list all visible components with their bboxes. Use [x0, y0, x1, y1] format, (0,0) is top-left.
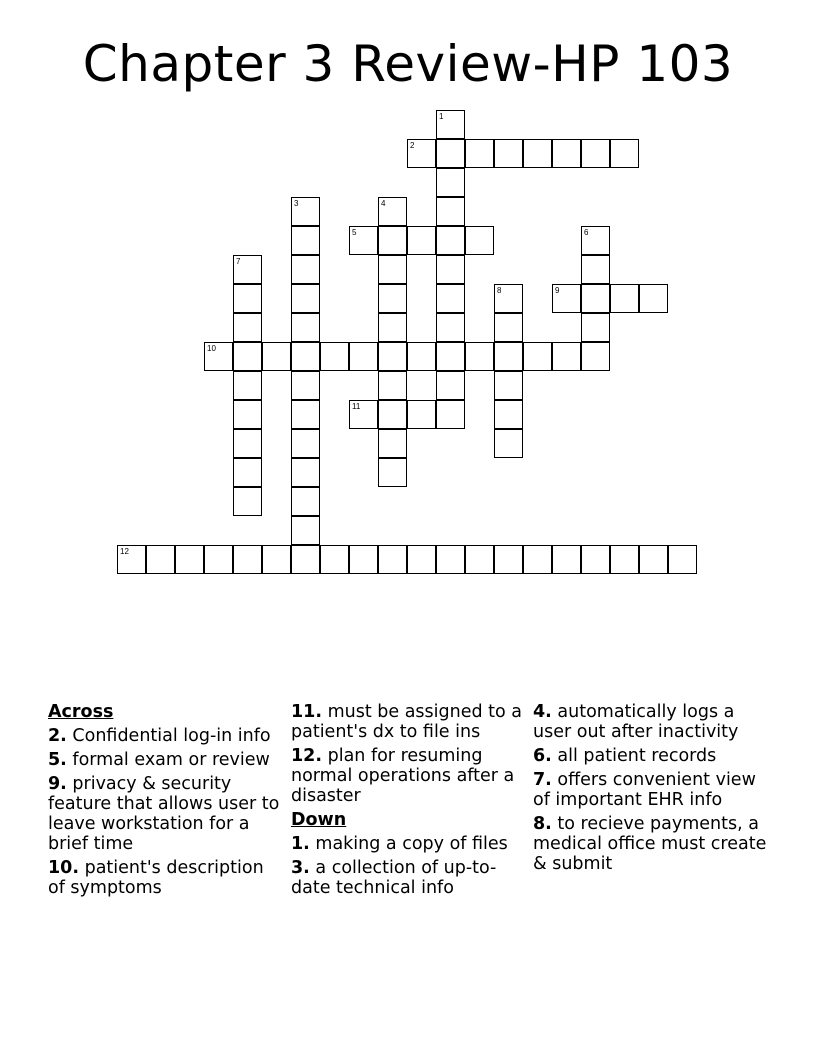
crossword-cell[interactable]: [610, 284, 639, 313]
crossword-cell[interactable]: [407, 226, 436, 255]
crossword-cell[interactable]: [523, 139, 552, 168]
crossword-cell[interactable]: [436, 139, 465, 168]
crossword-cell[interactable]: [465, 139, 494, 168]
crossword-cell[interactable]: [436, 197, 465, 226]
crossword-cell[interactable]: [349, 400, 378, 429]
crossword-cell[interactable]: [639, 284, 668, 313]
crossword-cell[interactable]: [233, 284, 262, 313]
crossword-cell[interactable]: [291, 545, 320, 574]
crossword-cell[interactable]: [610, 545, 639, 574]
crossword-cell[interactable]: [436, 400, 465, 429]
crossword-cell[interactable]: [552, 139, 581, 168]
crossword-cell[interactable]: [407, 342, 436, 371]
crossword-cell[interactable]: [494, 342, 523, 371]
crossword-cell[interactable]: [465, 545, 494, 574]
crossword-cell[interactable]: [407, 545, 436, 574]
clue-number-label: 12: [120, 547, 129, 556]
crossword-cell[interactable]: [320, 545, 349, 574]
crossword-cell[interactable]: [436, 371, 465, 400]
clue-column-3: [533, 702, 769, 878]
crossword-cell[interactable]: [378, 255, 407, 284]
crossword-cell[interactable]: [465, 226, 494, 255]
crossword-cell[interactable]: [378, 342, 407, 371]
crossword-cell[interactable]: [668, 545, 697, 574]
crossword-cell[interactable]: [291, 516, 320, 545]
crossword-cell[interactable]: [291, 313, 320, 342]
crossword-cell[interactable]: [291, 255, 320, 284]
crossword-cell[interactable]: [436, 168, 465, 197]
crossword-cell[interactable]: [204, 342, 233, 371]
crossword-cell[interactable]: [581, 313, 610, 342]
clue-number-label: 8: [497, 286, 502, 295]
crossword-cell[interactable]: [436, 313, 465, 342]
clue-across-10: 10. patient's description of symptoms: [48, 858, 264, 898]
crossword-cell[interactable]: [320, 342, 349, 371]
crossword-cell[interactable]: [436, 110, 465, 139]
crossword-cell[interactable]: [291, 342, 320, 371]
crossword-cell[interactable]: [349, 226, 378, 255]
crossword-cell[interactable]: [581, 284, 610, 313]
crossword-cell[interactable]: [581, 255, 610, 284]
crossword-cell[interactable]: [378, 197, 407, 226]
crossword-cell[interactable]: [581, 545, 610, 574]
crossword-cell[interactable]: [552, 342, 581, 371]
clue-down-6: 6. all patient records: [533, 746, 717, 766]
crossword-cell[interactable]: [146, 545, 175, 574]
clue-across-12: 12. plan for resuming normal operations after a disaster: [291, 746, 515, 806]
clue-across-11: 11. must be assigned to a patient's dx to file ins: [291, 702, 523, 742]
crossword-cell[interactable]: [494, 371, 523, 400]
down-heading: Down: [291, 810, 347, 830]
crossword-cell[interactable]: [233, 342, 262, 371]
page-title: Chapter 3 Review-HP 103: [82, 35, 734, 93]
crossword-cell[interactable]: [552, 284, 581, 313]
crossword-cell[interactable]: [494, 139, 523, 168]
crossword-cell[interactable]: [291, 487, 320, 516]
crossword-cell[interactable]: [407, 400, 436, 429]
crossword-cell[interactable]: [436, 545, 465, 574]
crossword-cell[interactable]: [175, 545, 204, 574]
crossword-cell[interactable]: [233, 458, 262, 487]
clue-across-2: 2. Confidential log-in info: [48, 726, 271, 746]
crossword-cell[interactable]: [349, 342, 378, 371]
crossword-cell[interactable]: [291, 371, 320, 400]
crossword-cell[interactable]: [436, 342, 465, 371]
crossword-cell[interactable]: [523, 342, 552, 371]
clue-number-label: 7: [236, 257, 241, 266]
crossword-cell[interactable]: [291, 284, 320, 313]
crossword-cell[interactable]: [407, 139, 436, 168]
crossword-cell[interactable]: [291, 226, 320, 255]
crossword-cell[interactable]: [378, 284, 407, 313]
crossword-cell[interactable]: [581, 139, 610, 168]
crossword-cell[interactable]: [465, 342, 494, 371]
crossword-cell[interactable]: [291, 458, 320, 487]
crossword-cell[interactable]: [378, 458, 407, 487]
crossword-cell[interactable]: [262, 342, 291, 371]
clue-column-2: [291, 702, 527, 902]
clue-down-3: 3. a collection of up-to-date technical info: [291, 858, 497, 898]
crossword-cell[interactable]: [291, 429, 320, 458]
crossword-cell[interactable]: [378, 400, 407, 429]
crossword-cell[interactable]: [291, 400, 320, 429]
crossword-cell[interactable]: [378, 371, 407, 400]
clue-number-label: 11: [352, 402, 361, 411]
clue-number-label: 2: [410, 141, 415, 150]
crossword-cell[interactable]: [233, 429, 262, 458]
crossword-cell[interactable]: [494, 429, 523, 458]
crossword-cell[interactable]: [581, 342, 610, 371]
crossword-cell[interactable]: [436, 284, 465, 313]
crossword-cell[interactable]: [262, 545, 291, 574]
crossword-cell[interactable]: [639, 545, 668, 574]
crossword-cell[interactable]: [233, 313, 262, 342]
crossword-cell[interactable]: [233, 487, 262, 516]
across-heading: Across: [48, 702, 114, 722]
crossword-cell[interactable]: [233, 545, 262, 574]
clue-number-label: 10: [207, 344, 216, 353]
crossword-cell[interactable]: [233, 255, 262, 284]
clue-number-label: 6: [584, 228, 589, 237]
clue-number-label: 5: [352, 228, 357, 237]
crossword-cell[interactable]: [117, 545, 146, 574]
crossword-cell[interactable]: [494, 284, 523, 313]
clue-number-label: 4: [381, 199, 386, 208]
clue-down-7: 7. offers convenient view of important EHR info: [533, 770, 756, 810]
crossword-cell[interactable]: [378, 313, 407, 342]
clue-down-1: 1. making a copy of files: [291, 834, 508, 854]
crossword-cell[interactable]: [494, 400, 523, 429]
crossword-cell[interactable]: [378, 429, 407, 458]
crossword-cell[interactable]: [494, 313, 523, 342]
clue-down-4: 4. automatically logs a user out after inactivity: [533, 702, 739, 742]
crossword-cell[interactable]: [552, 545, 581, 574]
clue-number-label: 3: [294, 199, 299, 208]
crossword-cell[interactable]: [494, 545, 523, 574]
crossword-cell[interactable]: [204, 545, 233, 574]
clue-down-8: 8. to recieve payments, a medical office must create & submit: [533, 814, 767, 874]
clue-across-9: 9. privacy & security feature that allows user to leave workstation for a brief time: [48, 774, 280, 854]
crossword-cell[interactable]: [349, 545, 378, 574]
clue-number-label: 9: [555, 286, 560, 295]
crossword-cell[interactable]: [610, 139, 639, 168]
crossword-cell[interactable]: [233, 371, 262, 400]
clue-column-1: [48, 702, 280, 902]
crossword-cell[interactable]: [233, 400, 262, 429]
crossword-cell[interactable]: [378, 226, 407, 255]
crossword-cell[interactable]: [581, 226, 610, 255]
crossword-cell[interactable]: [378, 545, 407, 574]
crossword-cell[interactable]: [523, 545, 552, 574]
clue-number-label: 1: [439, 112, 444, 121]
crossword-cell[interactable]: [291, 197, 320, 226]
crossword-cell[interactable]: [436, 255, 465, 284]
clue-across-5: 5. formal exam or review: [48, 750, 270, 770]
crossword-cell[interactable]: [436, 226, 465, 255]
